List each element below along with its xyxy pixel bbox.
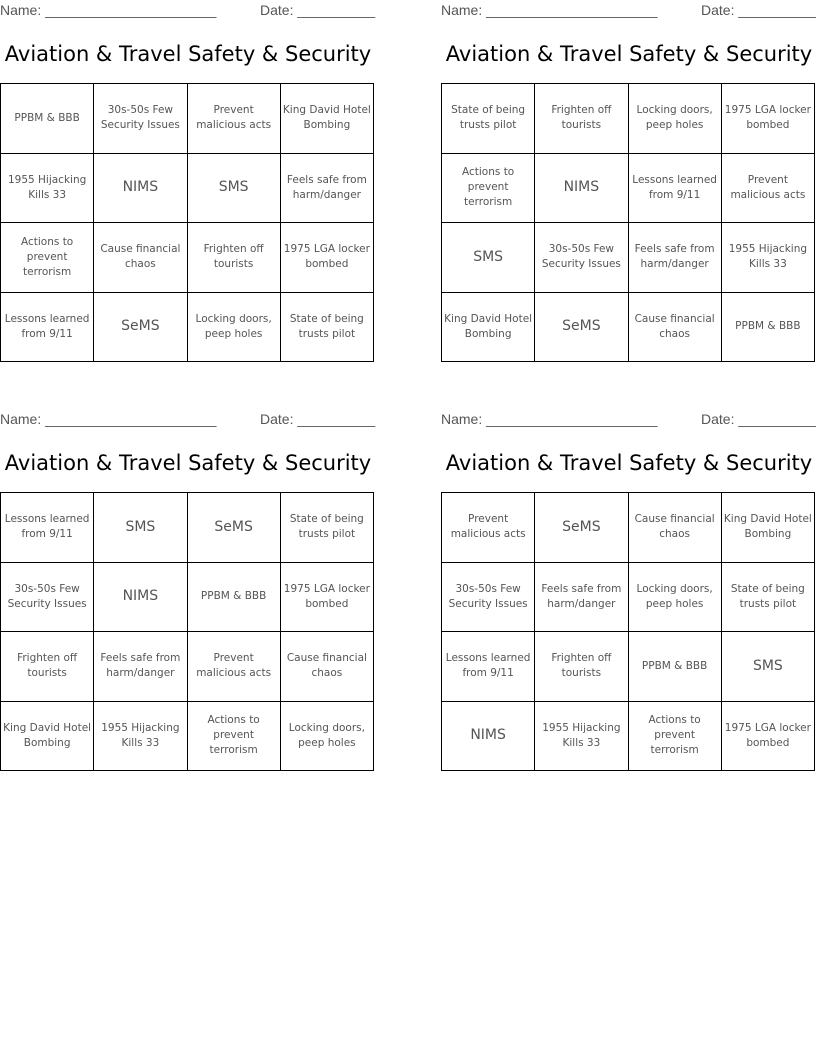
bingo-grid: [0, 83, 374, 362]
name-date-bar: [0, 409, 376, 431]
bingo-cell: Prevent malicious acts: [188, 632, 281, 702]
bingo-cell: SeMS: [94, 293, 187, 363]
date-field-label: Date: __________: [701, 2, 816, 18]
bingo-cell: SeMS: [535, 293, 628, 363]
bingo-cell: Cause financial chaos: [629, 293, 722, 363]
bingo-cell: SMS: [722, 632, 815, 702]
bingo-cell: State of being trusts pilot: [281, 493, 374, 563]
bingo-cell: Feels safe from harm/danger: [94, 632, 187, 702]
bingo-cell: Frighten off tourists: [535, 632, 628, 702]
bingo-grid: [441, 83, 815, 362]
bingo-cell: Frighten off tourists: [535, 84, 628, 154]
bingo-cell: King David Hotel Bombing: [722, 493, 815, 563]
bingo-cell: Actions to prevent terrorism: [442, 154, 535, 224]
bingo-cell: SMS: [188, 154, 281, 224]
bingo-cell: Lessons learned from 9/11: [1, 293, 94, 363]
bingo-cell: NIMS: [442, 702, 535, 772]
bingo-cell: NIMS: [94, 154, 187, 224]
bingo-cell: 30s-50s Few Security Issues: [94, 84, 187, 154]
bingo-cell: Frighten off tourists: [188, 223, 281, 293]
bingo-cell: SeMS: [535, 493, 628, 563]
bingo-cell: NIMS: [535, 154, 628, 224]
bingo-cell: 1955 Hijacking Kills 33: [1, 154, 94, 224]
bingo-cell: 30s-50s Few Security Issues: [442, 563, 535, 633]
bingo-cell: 1975 LGA locker bombed: [722, 702, 815, 772]
bingo-cell: Feels safe from harm/danger: [535, 563, 628, 633]
bingo-cell: 1955 Hijacking Kills 33: [722, 223, 815, 293]
bingo-cell: Cause financial chaos: [629, 493, 722, 563]
bingo-cell: Feels safe from harm/danger: [281, 154, 374, 224]
bingo-cell: Feels safe from harm/danger: [629, 223, 722, 293]
bingo-card-2: [441, 0, 816, 372]
name-field-label: Name: ______________________: [441, 411, 658, 427]
bingo-cell: State of being trusts pilot: [281, 293, 374, 363]
bingo-cell: Lessons learned from 9/11: [1, 493, 94, 563]
bingo-cell: Locking doors, peep holes: [188, 293, 281, 363]
bingo-grid: [441, 492, 815, 771]
bingo-cell: King David Hotel Bombing: [1, 702, 94, 772]
bingo-cell: 1975 LGA locker bombed: [281, 563, 374, 633]
bingo-cell: PPBM & BBB: [629, 632, 722, 702]
date-field-label: Date: __________: [260, 411, 376, 427]
bingo-cell: NIMS: [94, 563, 187, 633]
bingo-cell: Actions to prevent terrorism: [1, 223, 94, 293]
bingo-cell: PPBM & BBB: [188, 563, 281, 633]
bingo-cell: Locking doors, peep holes: [629, 84, 722, 154]
bingo-cell: PPBM & BBB: [1, 84, 94, 154]
bingo-card-3: [0, 409, 376, 781]
name-date-bar: [441, 409, 816, 431]
name-field-label: Name: ______________________: [441, 2, 658, 18]
bingo-cell: King David Hotel Bombing: [281, 84, 374, 154]
bingo-card-1: [0, 0, 376, 372]
bingo-cell: Locking doors, peep holes: [281, 702, 374, 772]
bingo-cell: Actions to prevent terrorism: [188, 702, 281, 772]
card-title: Aviation & Travel Safety & Security: [4, 42, 372, 66]
bingo-cell: State of being trusts pilot: [442, 84, 535, 154]
name-field-label: Name: ______________________: [0, 2, 217, 18]
bingo-cell: Cause financial chaos: [281, 632, 374, 702]
card-title: Aviation & Travel Safety & Security: [4, 451, 372, 475]
bingo-card-4: [441, 409, 816, 781]
bingo-cell: 1975 LGA locker bombed: [722, 84, 815, 154]
name-date-bar: [441, 0, 816, 22]
bingo-cell: 1975 LGA locker bombed: [281, 223, 374, 293]
bingo-cell: Prevent malicious acts: [442, 493, 535, 563]
bingo-cell: SMS: [442, 223, 535, 293]
bingo-cell: 1955 Hijacking Kills 33: [94, 702, 187, 772]
bingo-cell: 1955 Hijacking Kills 33: [535, 702, 628, 772]
bingo-cell: Lessons learned from 9/11: [629, 154, 722, 224]
date-field-label: Date: __________: [701, 411, 816, 427]
bingo-cell: 30s-50s Few Security Issues: [1, 563, 94, 633]
card-title: Aviation & Travel Safety & Security: [445, 451, 813, 475]
bingo-cell: Prevent malicious acts: [722, 154, 815, 224]
bingo-grid: [0, 492, 374, 771]
bingo-cell: King David Hotel Bombing: [442, 293, 535, 363]
bingo-cell: Lessons learned from 9/11: [442, 632, 535, 702]
bingo-cell: SMS: [94, 493, 187, 563]
card-title: Aviation & Travel Safety & Security: [445, 42, 813, 66]
bingo-cell: 30s-50s Few Security Issues: [535, 223, 628, 293]
bingo-cell: Actions to prevent terrorism: [629, 702, 722, 772]
bingo-cell: Cause financial chaos: [94, 223, 187, 293]
bingo-cell: SeMS: [188, 493, 281, 563]
date-field-label: Date: __________: [260, 2, 376, 18]
name-date-bar: [0, 0, 376, 22]
name-field-label: Name: ______________________: [0, 411, 217, 427]
bingo-cell: Frighten off tourists: [1, 632, 94, 702]
bingo-cell: State of being trusts pilot: [722, 563, 815, 633]
bingo-cell: Prevent malicious acts: [188, 84, 281, 154]
bingo-cell: Locking doors, peep holes: [629, 563, 722, 633]
bingo-cell: PPBM & BBB: [722, 293, 815, 363]
